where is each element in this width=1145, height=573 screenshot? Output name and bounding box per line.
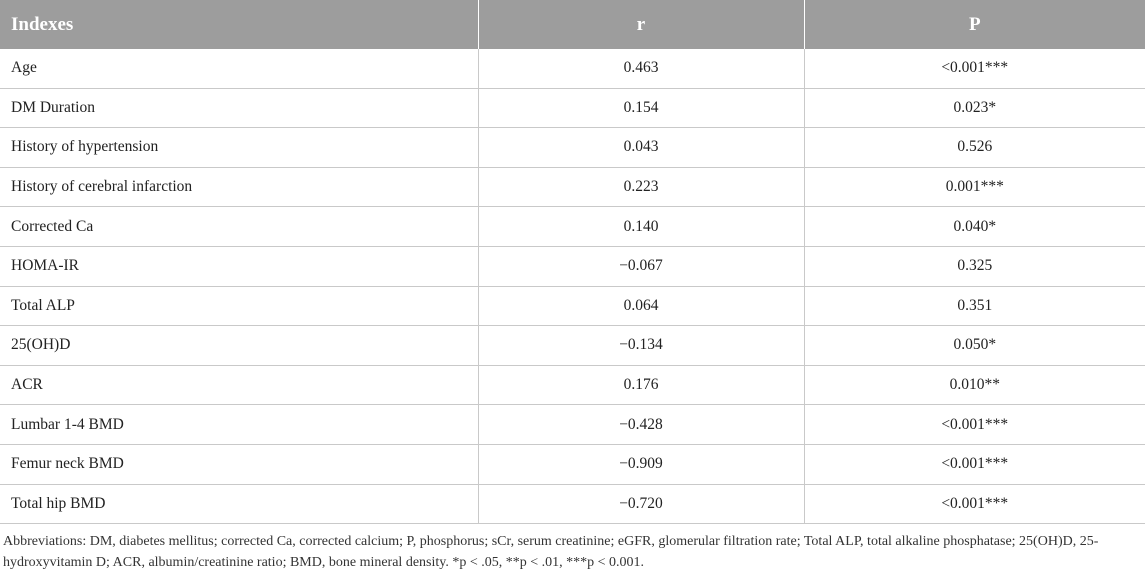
cell-p: 0.023*: [804, 88, 1145, 128]
table-row: [0, 88, 1145, 128]
cell-r: 0.154: [478, 88, 804, 128]
table-header: [0, 0, 1145, 49]
cell-p: 0.526: [804, 128, 1145, 168]
header-p: P: [804, 0, 1145, 49]
cell-p: 0.050*: [804, 326, 1145, 366]
cell-index: History of hypertension: [0, 128, 478, 168]
cell-index: DM Duration: [0, 88, 478, 128]
cell-p: 0.325: [804, 246, 1145, 286]
table-row: [0, 128, 1145, 168]
table-row: [0, 246, 1145, 286]
cell-index: Total ALP: [0, 286, 478, 326]
cell-p: <0.001***: [804, 49, 1145, 88]
table-row: [0, 365, 1145, 405]
cell-index: HOMA-IR: [0, 246, 478, 286]
cell-index: Total hip BMD: [0, 484, 478, 524]
cell-p: 0.351: [804, 286, 1145, 326]
cell-index: ACR: [0, 365, 478, 405]
cell-p: 0.001***: [804, 167, 1145, 207]
table-row: [0, 167, 1145, 207]
cell-r: 0.140: [478, 207, 804, 247]
table-row: [0, 286, 1145, 326]
cell-index: History of cerebral infarction: [0, 167, 478, 207]
cell-r: −0.720: [478, 484, 804, 524]
table-row: [0, 405, 1145, 445]
header-row: [0, 0, 1145, 49]
header-indexes: Indexes: [0, 0, 478, 49]
header-r: r: [478, 0, 804, 49]
cell-p: 0.010**: [804, 365, 1145, 405]
cell-r: 0.043: [478, 128, 804, 168]
cell-index: Lumbar 1-4 BMD: [0, 405, 478, 445]
cell-r: −0.067: [478, 246, 804, 286]
cell-p: <0.001***: [804, 444, 1145, 484]
cell-r: −0.134: [478, 326, 804, 366]
cell-r: −0.428: [478, 405, 804, 445]
cell-r: 0.223: [478, 167, 804, 207]
table-row: [0, 49, 1145, 88]
cell-r: 0.176: [478, 365, 804, 405]
table-footnote: Abbreviations: DM, diabetes mellitus; corrected Ca, corrected calcium; P, phosphorus; sCr, serum creatinine; eGFR, glomerular filtration rate; Total ALP, total alkaline phosphatase; 25(OH)D, 25-hydroxyvitamin D; ACR, albumin/creatinine ratio; BMD, bone mineral density. *p < .05, **p < .01, ***p < 0.001.: [3, 534, 1099, 571]
cell-index: Corrected Ca: [0, 207, 478, 247]
cell-r: 0.064: [478, 286, 804, 326]
table-body: [0, 49, 1145, 524]
cell-index: 25(OH)D: [0, 326, 478, 366]
table-row: [0, 484, 1145, 524]
cell-p: <0.001***: [804, 484, 1145, 524]
cell-p: <0.001***: [804, 405, 1145, 445]
cell-r: −0.909: [478, 444, 804, 484]
cell-index: Age: [0, 49, 478, 88]
table-row: [0, 326, 1145, 366]
table-row: [0, 207, 1145, 247]
cell-index: Femur neck BMD: [0, 444, 478, 484]
cell-p: 0.040*: [804, 207, 1145, 247]
table-row: [0, 444, 1145, 484]
cell-r: 0.463: [478, 49, 804, 88]
